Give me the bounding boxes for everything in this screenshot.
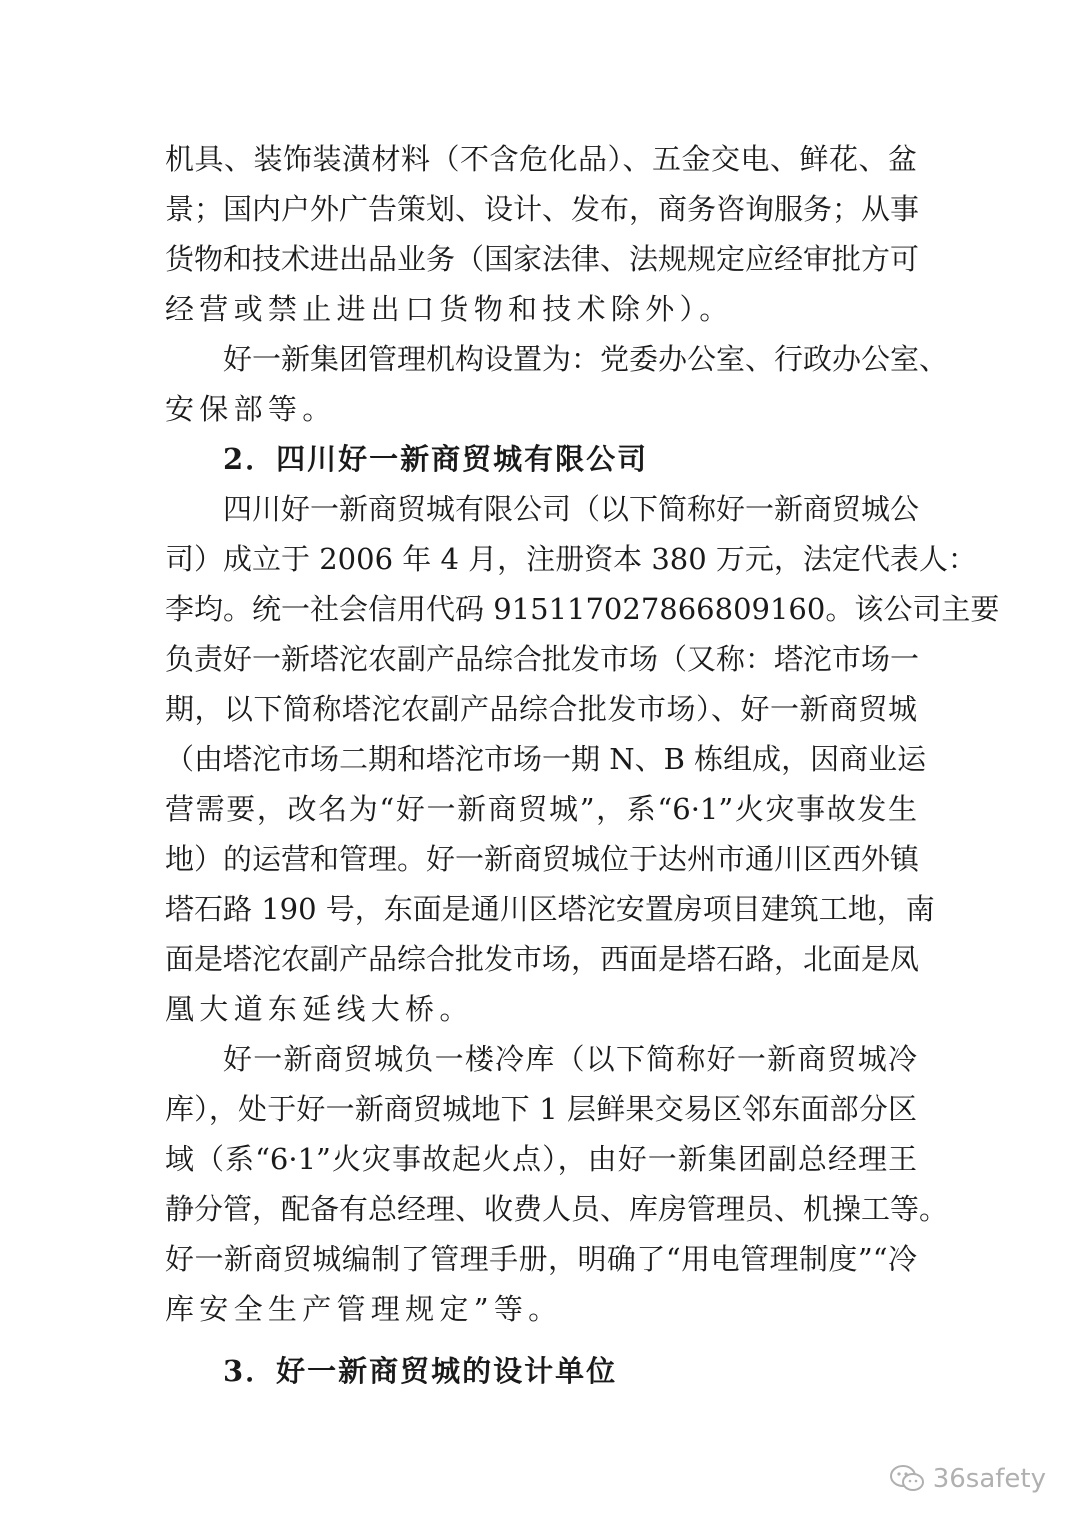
watermark-text: 36safety [932,1464,1046,1494]
paragraph-line: 塔石路 190 号，东面是通川区塔沱安置房项目建筑工地，南 [165,892,935,926]
wechat-icon [889,1464,925,1494]
paragraph-line: 域（系“6·1”火灾事故起火点），由好一新集团副总经理王 [165,1142,917,1176]
paragraph-line: 静分管，配备有总经理、收费人员、库房管理员、机操工等。 [165,1192,949,1226]
watermark [889,1464,1046,1494]
paragraph-line: 经营或禁止进出口货物和技术除外）。 [165,292,734,326]
paragraph-line: 面是塔沱农副产品综合批发市场，西面是塔石路，北面是凤 [165,942,920,976]
paragraph-line: 地）的运营和管理。好一新商贸城位于达州市通川区西外镇 [165,842,920,876]
paragraph-line: 李均。统一社会信用代码 915117027866809160。该公司主要 [165,592,1000,626]
paragraph-line: 司）成立于 2006 年 4 月，注册资本 380 万元，法定代表人： [165,542,977,576]
paragraph-line: 安保部等。 [165,392,337,426]
paragraph-line: 好一新集团管理机构设置为：党委办公室、行政办公室、 [223,342,949,376]
paragraph-line: 凰大道东延线大桥。 [165,992,474,1026]
paragraph-line: 货物和技术进出品业务（国家法律、法规规定应经审批方可 [165,242,920,276]
paragraph-line: 机具、装饰装潢材料（不含危化品）、五金交电、鲜花、盆 [165,142,917,176]
paragraph-line: 库），处于好一新商贸城地下 1 层鲜果交易区邻东面部分区 [165,1092,917,1126]
paragraph-line: （由塔沱市场二期和塔沱市场一期 N、B 栋组成，因商业运 [165,742,927,776]
document-body [165,134,1000,1396]
paragraph-line: 负责好一新塔沱农副产品综合批发市场（又称：塔沱市场一 [165,642,920,676]
section-heading: 3．好一新商贸城的设计单位 [223,1354,618,1388]
paragraph-line: 景；国内户外广告策划、设计、发布，商务咨询服务；从事 [165,192,920,226]
paragraph-line: 好一新商贸城编制了管理手册，明确了“用电管理制度”“冷 [165,1242,917,1276]
paragraph-line: 期，以下简称塔沱农副产品综合批发市场）、好一新商贸城 [165,692,917,726]
paragraph-line: 营需要，改名为“好一新商贸城”，系“6·1”火灾事故发生 [165,792,917,826]
paragraph-line: 四川好一新商贸城有限公司（以下简称好一新商贸城公 [223,492,920,526]
paragraph-line: 好一新商贸城负一楼冷库（以下简称好一新商贸城冷 [223,1042,917,1076]
section-heading: 2．四川好一新商贸城有限公司 [223,442,649,476]
paragraph-line: 库安全生产管理规定”等。 [165,1292,563,1326]
